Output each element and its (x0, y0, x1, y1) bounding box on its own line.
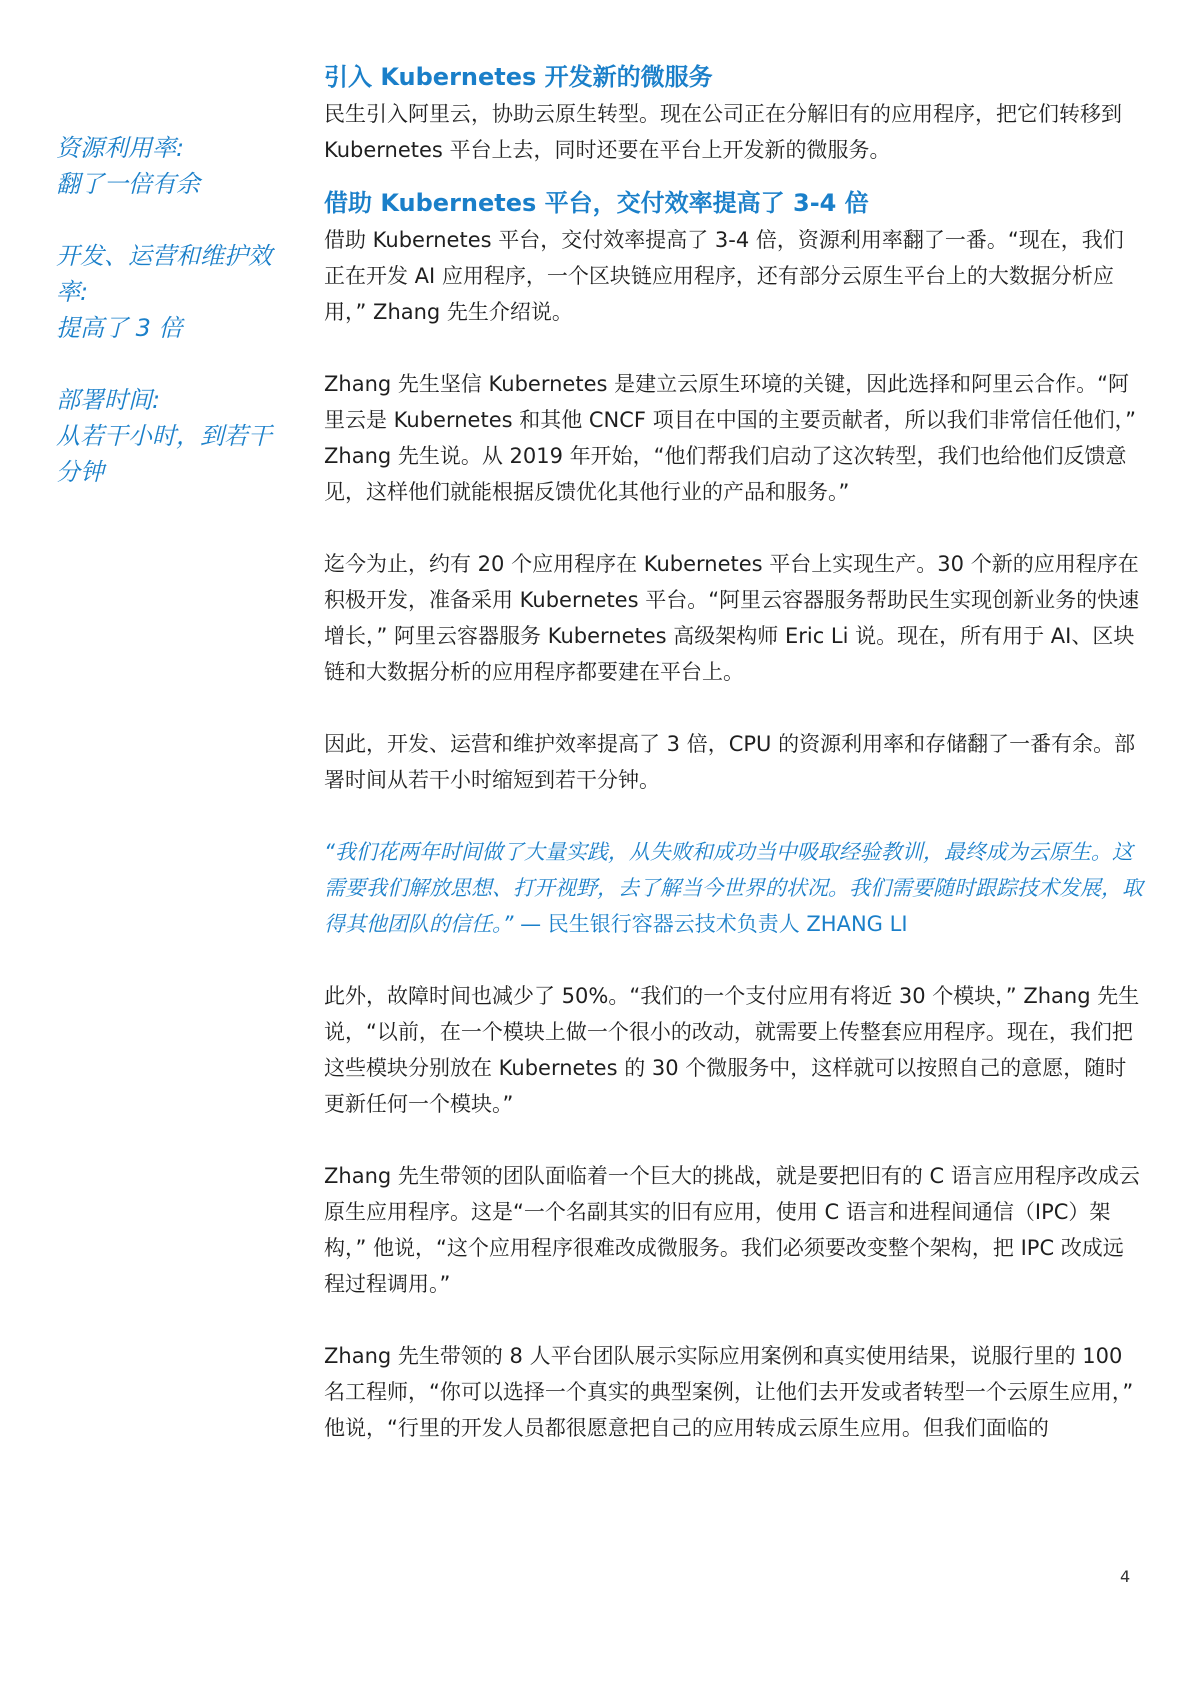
paragraph: 此外，故障时间也减少了 50%。“我们的一个支付应用有将近 30 个模块，” Zhang 先生说，“以前，在一个模块上做一个很小的改动，就需要上传整套应用程序。现在，我们把这些模块分别放在 Kubernetes 的 30 个微服务中，这样就可以按照自己的意愿，随时更新任何一个模块。” (324, 984, 1140, 1116)
stat-resource-utilization (56, 130, 296, 202)
section-heading-kubernetes-microservices: 引入 Kubernetes 开发新的微服务 (324, 63, 713, 91)
paragraph: Zhang 先生坚信 Kubernetes 是建立云原生环境的关键，因此选择和阿里云合作。“阿里云是 Kubernetes 和其他 CNCF 项目在中国的主要贡献者，所以我们非常信任他们，” Zhang 先生说。从 2019 年开始，“他们帮我们启动了这次转型，我们也给他们反馈意见，这样他们就能根据反馈优化其他行业的产品和服务。” (324, 372, 1137, 504)
paragraph: Zhang 先生带领的 8 人平台团队展示实际应用案例和真实使用结果，说服行里的 100 名工程师，“你可以选择一个真实的典型案例，让他们去开发或者转型一个云原生应用，” 他说，“行里的开发人员都很愿意把自己的应用转成云原生应用。但我们面临的 (324, 1344, 1134, 1440)
stat-value-cont: 分钟 (56, 458, 104, 486)
paragraph: 迄今为止，约有 20 个应用程序在 Kubernetes 平台上实现生产。30 个新的应用程序在积极开发，准备采用 Kubernetes 平台。“阿里云容器服务帮助民生实现创新业务的快速增长，” 阿里云容器服务 Kubernetes 高级架构师 Eric Li 说。现在，所有用于 AI、区块链和大数据分析的应用程序都要建在平台上。 (324, 552, 1140, 684)
pull-quote (324, 834, 1144, 942)
paragraph: 借助 Kubernetes 平台，交付效率提高了 3-4 倍，资源利用率翻了一番。“现在，我们正在开发 AI 应用程序，一个区块链应用程序，还有部分云原生平台上的大数据分析应用，” Zhang 先生介绍说。 (324, 228, 1124, 324)
stat-dev-ops-efficiency (56, 238, 296, 346)
paragraph: Zhang 先生带领的团队面临着一个巨大的挑战，就是要把旧有的 C 语言应用程序改成云原生应用程序。这是“一个名副其实的旧有应用，使用 C 语言和进程间通信（IPC）架构，” 他说，“这个应用程序很难改成微服务。我们必须要改变整个架构，把 IPC 改成远程过程调用。” (324, 1164, 1140, 1296)
paragraph: 民生引入阿里云，协助云原生转型。现在公司正在分解旧有的应用程序，把它们转移到 Kubernetes 平台上去，同时还要在平台上开发新的微服务。 (324, 102, 1122, 162)
main-content (324, 58, 1144, 1446)
stat-value: 从若干小时，到若干 (56, 422, 272, 450)
page-number: 4 (1120, 1567, 1131, 1586)
stat-value: 翻了一倍有余 (56, 170, 200, 198)
stat-label: 部署时间: (56, 386, 161, 414)
sidebar-stats (56, 130, 296, 526)
stat-deploy-time (56, 382, 296, 490)
quote-text: “我们花两年时间做了大量实践，从失败和成功当中吸取经验教训，最终成为云原生。这需要我们解放思想、打开视野，去了解当今世界的状况。我们需要随时跟踪技术发展，取得其他团队的信任。” (324, 840, 1143, 936)
stat-label: 开发、运营和维护效 (56, 242, 272, 270)
section-heading-delivery-efficiency: 借助 Kubernetes 平台，交付效率提高了 3-4 倍 (324, 189, 869, 217)
quote-attribution: — 民生银行容器云技术负责人 ZHANG LI (513, 912, 908, 936)
stat-label: 资源利用率: (56, 134, 185, 162)
stat-value: 提高了 3 倍 (56, 314, 183, 342)
stat-label-cont: 率: (56, 278, 89, 306)
paragraph: 因此，开发、运营和维护效率提高了 3 倍，CPU 的资源利用率和存储翻了一番有余。部署时间从若干小时缩短到若干分钟。 (324, 732, 1136, 792)
